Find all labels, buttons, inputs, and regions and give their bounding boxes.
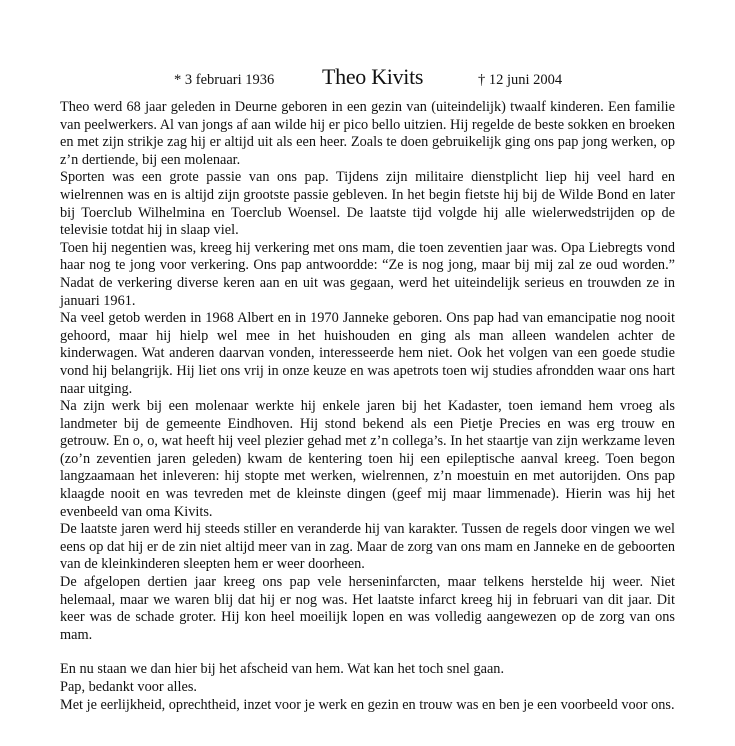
paragraph-career: Na zijn werk bij een molenaar werkte hij enkele jaren bij het Kadaster, toen iemand hem vroeg als landmeter bij de gemeente Eindhoven. Hij stond bekend als een Pietje Precies en was erg trouw en getrouw. En o, o, wat heeft hij veel plezier gehad met z’n collega’s. In het staartje van zijn werkzame leven (zo’n zeventien jaren geleden) kwam de kentering toen hij een epileptische aanval kreeg. Toen begon langzaamaan het inleveren: hij stopte met werken, wielrennen, z’n moestuin en met autorijden. Ons pap klaagde nooit en was tevreden met de kleinste dingen (geef mij maar limmenade). Hierin was hij het evenbeeld van oma Kivits. bbox=[60, 398, 675, 520]
biography bbox=[60, 99, 675, 644]
paragraph-later-years: De laatste jaren werd hij steeds stiller en veranderde hij van karakter. Tussen de regels door vingen we wel eens op dat hij er de zin niet altijd meer van in zag. Maar de zorg van ons mam en Janneke en de geboorten van de kleinkinderen sleepten hem er weer doorheen. bbox=[60, 521, 675, 573]
memorial-card bbox=[60, 64, 675, 714]
paragraph-childhood: Theo werd 68 jaar geleden in Deurne geboren in een gezin van (uiteindelijk) twaalf kinderen. Een familie van peelwerkers. Al van jongs af aan wilde hij er pico bello uitzien. Hij regelde de beste sokken en broeken en met zijn strikje zag hij er altijd uit als een heer. Zoals te doen gebruikelijk ging ons pap jong werken, op z’n dertiende, bij een molenaar. bbox=[60, 99, 675, 168]
closing-line-thanks: Pap, bedankt voor alles. bbox=[60, 679, 197, 695]
death-date: † 12 juni 2004 bbox=[478, 72, 563, 88]
paragraph-children: Na veel getob werden in 1968 Albert en in 1970 Janneke geboren. Ons pap had van emancipatie nog nooit gehoord, maar hij hielp wel mee in het huishouden en ging als man alleen wandelen achter de kinderwagen. Wat anderen daarvan vonden, interesseerde hem niet. Ook het volgen van een goede studie vond hij belangrijk. Hij liet ons vrij in onze keuze en was apetrots toen wij studies afrondden waar ons hart naar uitging. bbox=[60, 310, 675, 397]
birth-date: * 3 februari 1936 bbox=[174, 72, 275, 88]
paragraph-illness: De afgelopen dertien jaar kreeg ons pap vele herseninfarcten, maar telkens herstelde hij weer. Niet helemaal, maar we waren blij dat hij er nog was. Het laatste infarct kreeg hij in februari van dit jaar. Dit keer was de schade groter. Hij kon heel moeilijk lopen en was volledig aangewezen op de zorg van ons mam. bbox=[60, 574, 675, 643]
paragraph-sports: Sporten was een grote passie van ons pap. Tijdens zijn militaire dienstplicht liep hij veel hard en wielrennen was en is altijd zijn grootste passie gebleven. In het begin fietste hij bij de Wilde Bond en later bij Toerclub Wilhelmina en Toerclub Woensel. De laatste tijd volgde hij alle wielerwedstrijden op de televisie totdat hij in slaap viel. bbox=[60, 169, 675, 239]
card-header bbox=[60, 64, 675, 100]
closing-words bbox=[60, 661, 675, 714]
closing-line-farewell: En nu staan we dan hier bij het afscheid van hem. Wat kan het toch snel gaan. bbox=[60, 661, 505, 678]
paragraph-courtship: Toen hij negentien was, kreeg hij verkering met ons mam, die toen zeventien jaar was. Opa Liebregts vond haar nog te jong voor verkering. Ons pap antwoordde: “Ze is nog jong, maar bij mij zal ze oud worden.” Nadat de verkering diverse keren aan en uit was gegaan, werd het uiteindelijk serieus en trouwden ze in januari 1961. bbox=[60, 239, 675, 309]
deceased-name: Theo Kivits bbox=[322, 64, 424, 89]
closing-line-example: Met je eerlijkheid, oprechtheid, inzet voor je werk en gezin en trouw was en ben je een voorbeeld voor ons. bbox=[60, 696, 675, 713]
